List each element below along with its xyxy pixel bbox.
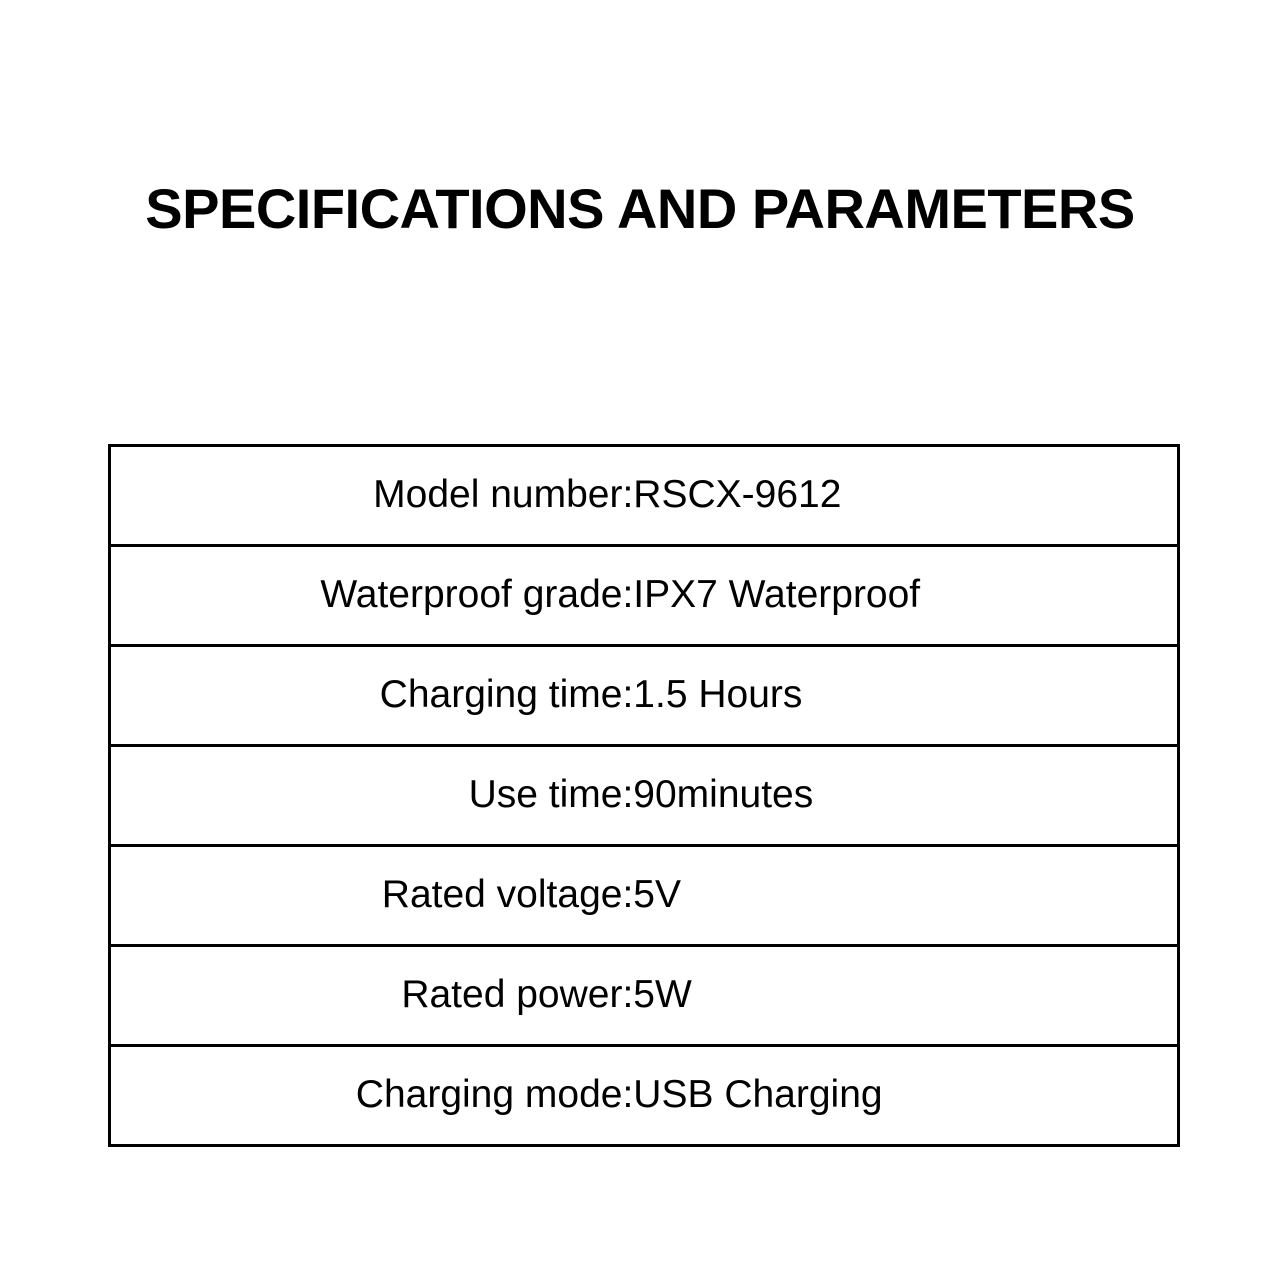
specifications-table <box>108 444 1180 1147</box>
spec-label: Charging time: <box>110 646 634 746</box>
spec-label: Use time: <box>110 746 634 846</box>
table-row <box>110 846 1179 946</box>
spec-value: 90minutes <box>633 746 1178 846</box>
spec-value: IPX7 Waterproof <box>633 546 1178 646</box>
table-row <box>110 446 1179 546</box>
spec-value: 5W <box>633 946 1178 1046</box>
table-row <box>110 1046 1179 1146</box>
table-row <box>110 546 1179 646</box>
spec-value: 1.5 Hours <box>633 646 1178 746</box>
spec-label: Rated power: <box>110 946 634 1046</box>
spec-label: Waterproof grade: <box>110 546 634 646</box>
specifications-table-body <box>110 446 1179 1146</box>
page-title: SPECIFICATIONS AND PARAMETERS <box>145 177 1135 240</box>
spec-value: RSCX-9612 <box>633 473 842 517</box>
table-row <box>110 646 1179 746</box>
spec-value: USB Charging <box>633 1046 1178 1146</box>
spec-label: Charging mode: <box>110 1046 634 1146</box>
table-row <box>110 746 1179 846</box>
table-row <box>110 946 1179 1046</box>
spec-value: 5V <box>633 846 1178 946</box>
spec-label: Model number: <box>373 473 634 517</box>
spec-label: Rated voltage: <box>110 846 634 946</box>
